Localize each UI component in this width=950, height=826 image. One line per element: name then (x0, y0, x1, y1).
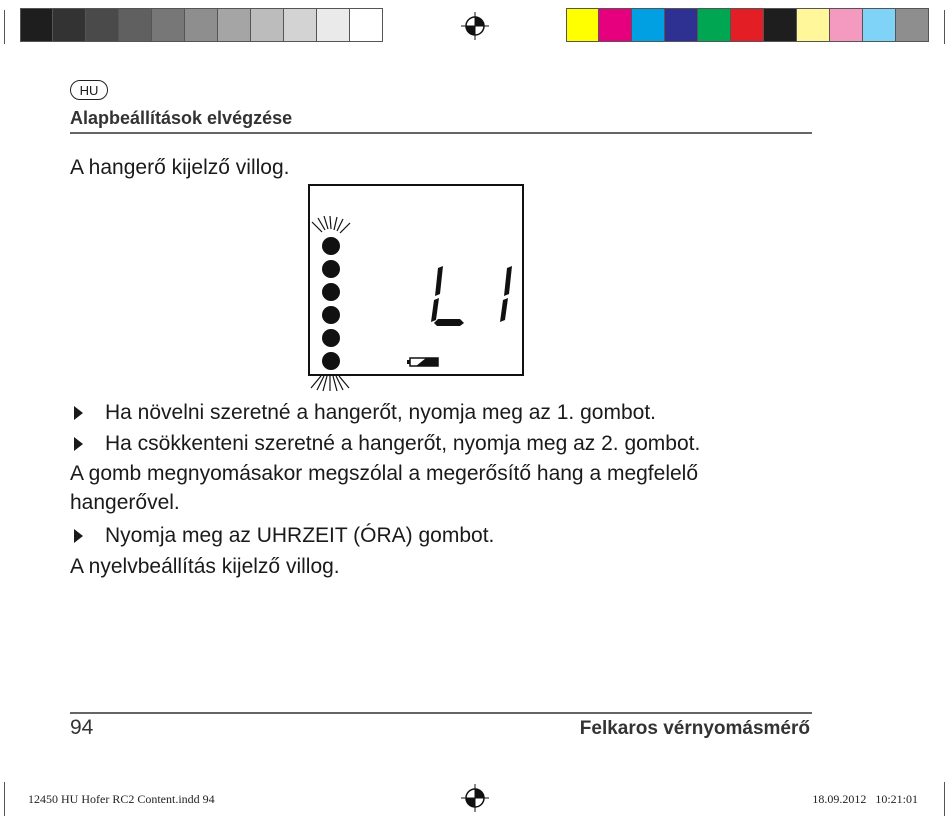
color-calibration-bar (566, 8, 929, 42)
slug-file-info: 12450 HU Hofer RC2 Content.indd 94 (28, 792, 215, 806)
battery-icon (407, 358, 438, 366)
section-title: Alapbeállítások elvégzése (70, 108, 293, 128)
color-swatch (218, 8, 251, 42)
bullet-text: Ha növelni szeretné a hangerőt, nyomja meg az 1. gombot. (105, 401, 656, 424)
registration-mark-icon (461, 784, 489, 812)
triangle-bullet-icon (74, 406, 83, 420)
trim-mark-left (4, 10, 5, 44)
volume-level-dots (322, 237, 340, 370)
color-swatch (830, 8, 863, 42)
color-swatch (86, 8, 119, 42)
slug-timestamp: 18.09.2012 10:21:01 (812, 792, 918, 806)
color-swatch (566, 8, 599, 42)
color-swatch (599, 8, 632, 42)
flash-rays-top-icon (312, 216, 350, 233)
color-swatch (632, 8, 665, 42)
instruction-bullet-1 (70, 401, 656, 425)
product-title: Felkaros vérnyomásmérő (579, 718, 810, 739)
color-swatch (797, 8, 830, 42)
color-swatch (185, 8, 218, 42)
instruction-bullet-2 (70, 432, 700, 456)
header-divider (70, 132, 812, 134)
lcd-display-figure (308, 184, 524, 376)
color-swatch (53, 8, 86, 42)
bullet-text: Nyomja meg az UHRZEIT (ÓRA) gombot. (105, 524, 495, 547)
lcd-display-drawing (310, 186, 522, 374)
page-number: 94 (70, 716, 94, 739)
color-swatch (764, 8, 797, 42)
color-swatch (896, 8, 929, 42)
color-swatch (152, 8, 185, 42)
trim-mark-left-bottom (4, 782, 5, 816)
gray-calibration-bar (20, 8, 383, 42)
color-swatch (698, 8, 731, 42)
color-swatch (665, 8, 698, 42)
flash-rays-bottom-icon (305, 372, 357, 392)
color-swatch (731, 8, 764, 42)
segment-digits-L1 (431, 266, 512, 326)
paragraph-line: hangerővel. (70, 491, 180, 514)
color-swatch (317, 8, 350, 42)
bullet-text: Ha csökkenteni szeretné a hangerőt, nyomja meg az 2. gombot. (105, 432, 701, 455)
color-swatch (284, 8, 317, 42)
footer-divider (70, 712, 812, 714)
trim-mark-right-bottom (944, 782, 945, 816)
trim-mark-right (944, 10, 945, 44)
color-swatch (119, 8, 152, 42)
outro-text: A nyelvbeállítás kijelző villog. (70, 555, 340, 578)
registration-mark-icon (461, 12, 489, 40)
language-badge: HU (70, 80, 108, 100)
triangle-bullet-icon (74, 529, 83, 543)
color-swatch (251, 8, 284, 42)
paragraph-line: A gomb megnyomásakor megszólal a megerősítő hang a megfelelő (70, 462, 699, 485)
intro-text: A hangerő kijelző villog. (70, 156, 290, 179)
triangle-bullet-icon (74, 437, 83, 451)
color-swatch (20, 8, 53, 42)
instruction-bullet-3 (70, 524, 494, 548)
color-swatch (350, 8, 383, 42)
color-swatch (863, 8, 896, 42)
